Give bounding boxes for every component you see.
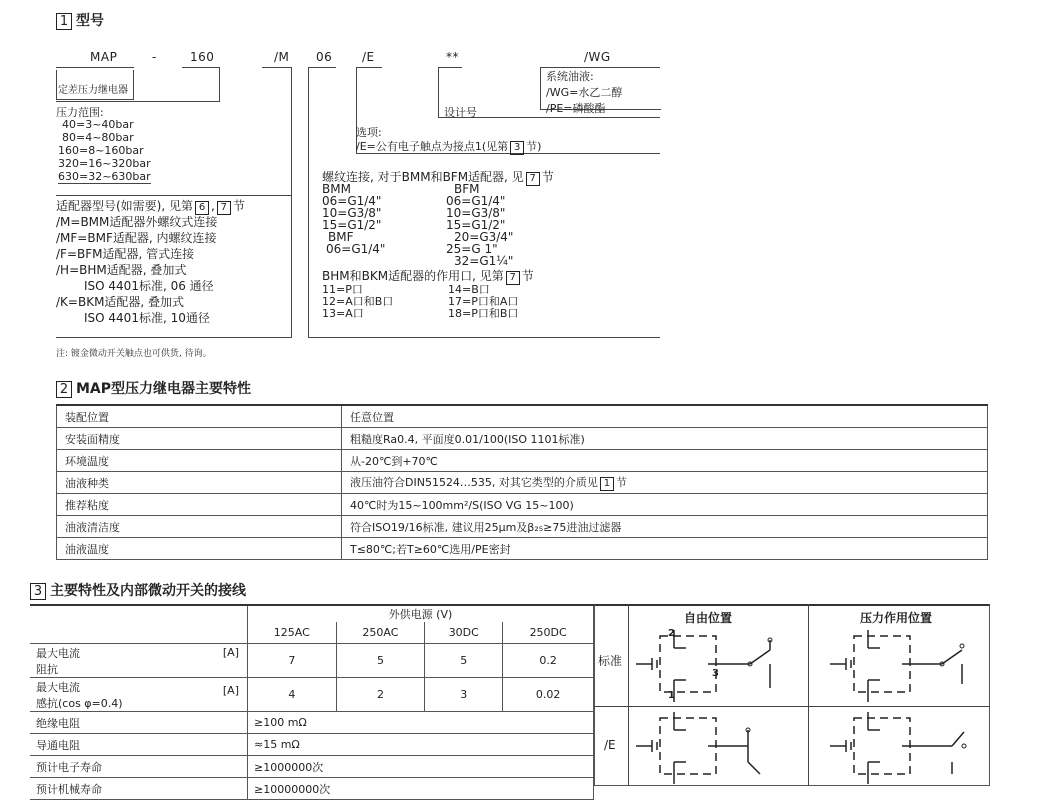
table-row: 绝缘电阻 ≥100 mΩ — [30, 712, 594, 734]
properties-table — [56, 404, 988, 560]
section-number-box: 1 — [56, 13, 72, 30]
section-number-box: 2 — [56, 381, 72, 398]
switch-schematic-e-pressure — [812, 710, 988, 786]
electrical-table: 外供电源 (V) 125AC 250AC 30DC 250DC 最大电流 阻抗 [A] 7 5 5 0.2 最大电流 感抗(cos φ=0.4) [A] 4 2 3 0.02 绝缘电阻 ≥100 mΩ 导通电阻 ≈15 mΩ 预计电子寿命 ≥1000000次 预计机械寿命 ≥10000000次 — [30, 604, 594, 800]
option-title: 选项: — [356, 126, 382, 139]
table-row: 环境温度 从-20℃到+70℃ — [57, 450, 988, 472]
code-dash: - — [152, 50, 157, 64]
adapter-title: 适配器型号(如需要), 见第 6 , 7 节 — [56, 199, 245, 213]
code-design: ** — [446, 50, 459, 64]
switch-schematic-standard-pressure — [812, 628, 988, 704]
footnote: 注: 镀金微动开关触点也可供货, 待询。 — [56, 349, 212, 359]
fluid-block: 系统油液: /WG=水乙二醇 /PE=磷酸酯 — [546, 70, 623, 115]
table-row: 导通电阻 ≈15 mΩ — [30, 734, 594, 756]
code-adapter: /M — [274, 50, 290, 64]
code-thread: 06 — [316, 50, 333, 64]
adapter-list: /M=BMM适配器外螺纹式连接 /MF=BMF适配器, 内螺纹连接 /F=BFM适配器, 管式连接 /H=BHM适配器, 叠加式 ISO 4401标准, 06 通径 /K=BKM适配器, 叠加式 ISO 4401标准, 10通径 — [56, 215, 218, 325]
section-number-box: 3 — [30, 583, 46, 600]
section3-title: 3 主要特性及内部微动开关的接线 — [30, 580, 246, 600]
port-title: BHM和BKM适配器的作用口, 见第 7 节 — [322, 269, 534, 283]
table-row: 最大电流 感抗(cos φ=0.4) [A] 4 2 3 0.02 — [30, 678, 594, 712]
e-option-label: /E — [604, 738, 616, 752]
table-row: 油液清洁度 符合ISO19/16标准, 建议用25μm及β₂₅≥75进油过滤器 — [57, 516, 988, 538]
switch-schematic-standard-free — [630, 628, 806, 704]
code-option: /E — [362, 50, 375, 64]
port-col1: 11=P口 12=A口和B口 13=A口 — [322, 283, 394, 320]
port-col2: 14=B口 17=P口和A口 18=P口和B口 — [448, 283, 519, 320]
switch-schematic-e-free — [630, 710, 806, 786]
free-position-label: 自由位置 — [684, 611, 733, 625]
code-pressure: 160 — [190, 50, 215, 64]
section1-title: 1 型号 — [56, 10, 104, 30]
table-row: 油液温度 T≤80℃;若T≥60℃选用/PE密封 — [57, 538, 988, 560]
table-row: 预计机械寿命 ≥10000000次 — [30, 778, 594, 800]
design-number: 设计号 — [444, 106, 477, 119]
pressure-list: 40=3~40bar 80=4~80bar 160=8~160bar 320=16~320bar 630=32~630bar — [58, 118, 151, 183]
relay-label: 定差压力继电器 — [58, 85, 128, 96]
table-row: 装配位置 任意位置 — [57, 405, 988, 428]
code-fluid: /WG — [584, 50, 611, 64]
table-row: 油液种类 液压油符合DIN51524…535, 对其它类型的介质见 1 节 — [57, 472, 988, 494]
thread-col2: BFM 06=G1/4" 10=G3/8" 15=G1/2" 20=G3/4" 25=G 1" 32=G1¼" — [446, 182, 514, 268]
thread-title: 螺纹连接, 对于BMM和BFM适配器, 见 7 节 — [322, 170, 554, 184]
pressure-position-label: 压力作用位置 — [860, 611, 933, 625]
option-line: /E=公有电子触点为接点1(见第 3 节) — [356, 140, 542, 153]
pressure-title: 压力范围: — [56, 106, 104, 119]
table-row: 推荐粘度 40℃时为15~100mm²/S(ISO VG 15~100) — [57, 494, 988, 516]
table-row: 预计电子寿命 ≥1000000次 — [30, 756, 594, 778]
table-row: 安装面精度 粗糙度Ra0.4, 平面度0.01/100(ISO 1101标准) — [57, 428, 988, 450]
code-map: MAP — [90, 50, 118, 64]
table-row: 最大电流 阻抗 [A] 7 5 5 0.2 — [30, 644, 594, 678]
standard-label: 标准 — [598, 654, 623, 668]
section2-title: 2 MAP型压力继电器主要特性 — [56, 378, 251, 398]
thread-col1: BMM 06=G1/4" 10=G3/8" 15=G1/2" BMF 06=G1/4" — [322, 182, 386, 256]
